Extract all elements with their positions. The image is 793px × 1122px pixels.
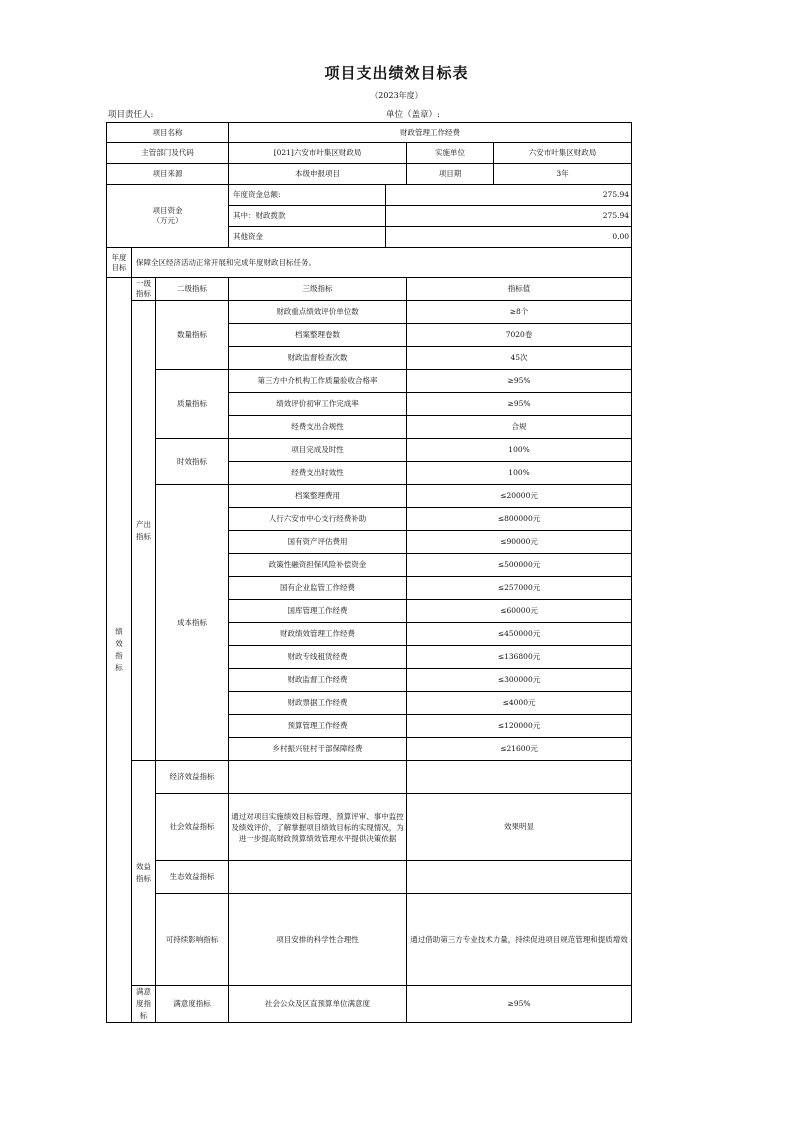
header-value: 指标值 <box>407 278 632 301</box>
performance-table <box>106 122 632 1023</box>
table-row <box>107 761 632 794</box>
indicator-name: 财政绩效管理工作经费 <box>229 623 407 646</box>
table-row <box>107 370 632 393</box>
indicator-value: 合规 <box>407 416 632 439</box>
header-level2: 二级指标 <box>156 278 229 301</box>
economic-label: 经济效益指标 <box>156 761 229 794</box>
row-project-name <box>107 123 632 143</box>
indicator-name: 国库管理工作经费 <box>229 600 407 623</box>
table-row <box>107 301 632 324</box>
indicator-value: ≤450000元 <box>407 623 632 646</box>
annual-goal-text: 保障全区经济活动正常开展和完成年度财政目标任务。 <box>132 248 632 278</box>
table-row <box>107 439 632 462</box>
indicator-value: ≤136800元 <box>407 646 632 669</box>
unit-label: 单位（盖章）: <box>386 110 440 120</box>
dept-value: [021]六安市叶集区财政局 <box>229 143 407 164</box>
source-label: 项目来源 <box>107 164 229 185</box>
indicator-value: 100% <box>407 439 632 462</box>
quality-label: 质量指标 <box>156 370 229 439</box>
indicator-value: ≤800000元 <box>407 508 632 531</box>
ecological-label: 生态效益指标 <box>156 861 229 894</box>
indicator-name <box>229 761 407 794</box>
satisfaction-label: 满意度指标 <box>156 986 229 1023</box>
satisfaction-group-label: 满意 度指 标 <box>132 986 156 1023</box>
period-label: 项目期 <box>407 164 494 185</box>
header-level3: 三级指标 <box>229 278 407 301</box>
fund-other-value: 0.00 <box>386 227 632 248</box>
header-level1: 一级 指标 <box>132 278 156 301</box>
fund-fiscal-label: 其中：财政拨款 <box>229 206 386 227</box>
fund-fiscal-value: 275.94 <box>386 206 632 227</box>
row-source <box>107 164 632 185</box>
indicator-value: ≤120000元 <box>407 715 632 738</box>
indicator-name <box>229 861 407 894</box>
project-name-label: 项目名称 <box>107 123 229 143</box>
indicator-name: 经费支出时效性 <box>229 462 407 485</box>
funds-label: 项目资金 （万元） <box>107 185 229 248</box>
indicator-name: 通过对项目实施绩效目标管理、预算评审、事中监控及绩效评价，了解掌握项目绩效目标的实现情况，为进一步提高财政预算绩效管理水平提供决策依据 <box>229 794 407 861</box>
indicator-value: ≤257000元 <box>407 577 632 600</box>
page-title: 项目支出绩效目标表 <box>324 64 469 82</box>
indicator-value: ≥95% <box>407 393 632 416</box>
indicator-name: 第三方中介机构工作质量验收合格率 <box>229 370 407 393</box>
indicator-value: ≤300000元 <box>407 669 632 692</box>
indicator-value: ≥8个 <box>407 301 632 324</box>
indicator-name: 财政监督检查次数 <box>229 347 407 370</box>
indicator-name: 国有企业监管工作经费 <box>229 577 407 600</box>
indicator-name: 财政票据工作经费 <box>229 692 407 715</box>
indicator-value: ≥95% <box>407 986 632 1023</box>
benefit-label: 效益 指标 <box>132 761 156 986</box>
impl-value: 六安市叶集区财政局 <box>494 143 632 164</box>
indicator-value: 100% <box>407 462 632 485</box>
table-row <box>107 485 632 508</box>
row-annual-goal <box>107 248 632 278</box>
annual-goal-label: 年度 目标 <box>107 248 132 278</box>
indicator-name: 经费支出合规性 <box>229 416 407 439</box>
row-headers <box>107 278 632 301</box>
indicator-value <box>407 861 632 894</box>
indicator-name: 绩效评价初审工作完成率 <box>229 393 407 416</box>
responsible-label: 项目责任人: <box>108 110 154 120</box>
indicator-value <box>407 761 632 794</box>
period-value: 3年 <box>494 164 632 185</box>
indicator-name: 项目安排的科学性合理性 <box>229 894 407 986</box>
indicator-name: 国有资产评估费用 <box>229 531 407 554</box>
cost-label: 成本指标 <box>156 485 229 761</box>
indicator-value: ≤4000元 <box>407 692 632 715</box>
performance-label: 绩 效 指 标 <box>107 278 132 1023</box>
table-row <box>107 794 632 861</box>
table-row <box>107 861 632 894</box>
indicator-value: ≤21600元 <box>407 738 632 761</box>
table-row <box>107 894 632 986</box>
source-value: 本级申报项目 <box>229 164 407 185</box>
indicator-name: 财政重点绩效评价单位数 <box>229 301 407 324</box>
row-dept <box>107 143 632 164</box>
social-label: 社会效益指标 <box>156 794 229 861</box>
indicator-value: ≤60000元 <box>407 600 632 623</box>
sustainable-label: 可持续影响指标 <box>156 894 229 986</box>
output-label: 产出 指标 <box>132 301 156 761</box>
indicator-name: 财政专线租赁经费 <box>229 646 407 669</box>
fund-total-label: 年度资金总额: <box>229 185 386 206</box>
project-name-value: 财政管理工作经费 <box>229 123 632 143</box>
quantity-label: 数量指标 <box>156 301 229 370</box>
row-fund-total <box>107 185 632 206</box>
impl-label: 实施单位 <box>407 143 494 164</box>
indicator-value: 通过借助第三方专业技术力量，持续促进项目规范管理和提质增效 <box>407 894 632 986</box>
year-label: （2023年度） <box>370 91 423 100</box>
fund-total-value: 275.94 <box>386 185 632 206</box>
dept-label: 主管部门及代码 <box>107 143 229 164</box>
indicator-name: 乡村振兴驻村干部保障经费 <box>229 738 407 761</box>
fund-other-label: 其他资金 <box>229 227 386 248</box>
indicator-value: ≤90000元 <box>407 531 632 554</box>
indicator-name: 政策性融资担保风险补偿资金 <box>229 554 407 577</box>
indicator-name: 财政监督工作经费 <box>229 669 407 692</box>
indicator-value: ≤20000元 <box>407 485 632 508</box>
timeliness-label: 时效指标 <box>156 439 229 485</box>
indicator-name: 档案整理卷数 <box>229 324 407 347</box>
indicator-name: 社会公众及区直预算单位满意度 <box>229 986 407 1023</box>
indicator-name: 档案整理费用 <box>229 485 407 508</box>
indicator-value: ≤500000元 <box>407 554 632 577</box>
indicator-name: 人行六安市中心支行经费补助 <box>229 508 407 531</box>
indicator-value: 7020卷 <box>407 324 632 347</box>
indicator-value: ≥95% <box>407 370 632 393</box>
indicator-name: 项目完成及时性 <box>229 439 407 462</box>
table-row <box>107 986 632 1023</box>
indicator-value: 效果明显 <box>407 794 632 861</box>
indicator-value: 45次 <box>407 347 632 370</box>
indicator-name: 预算管理工作经费 <box>229 715 407 738</box>
